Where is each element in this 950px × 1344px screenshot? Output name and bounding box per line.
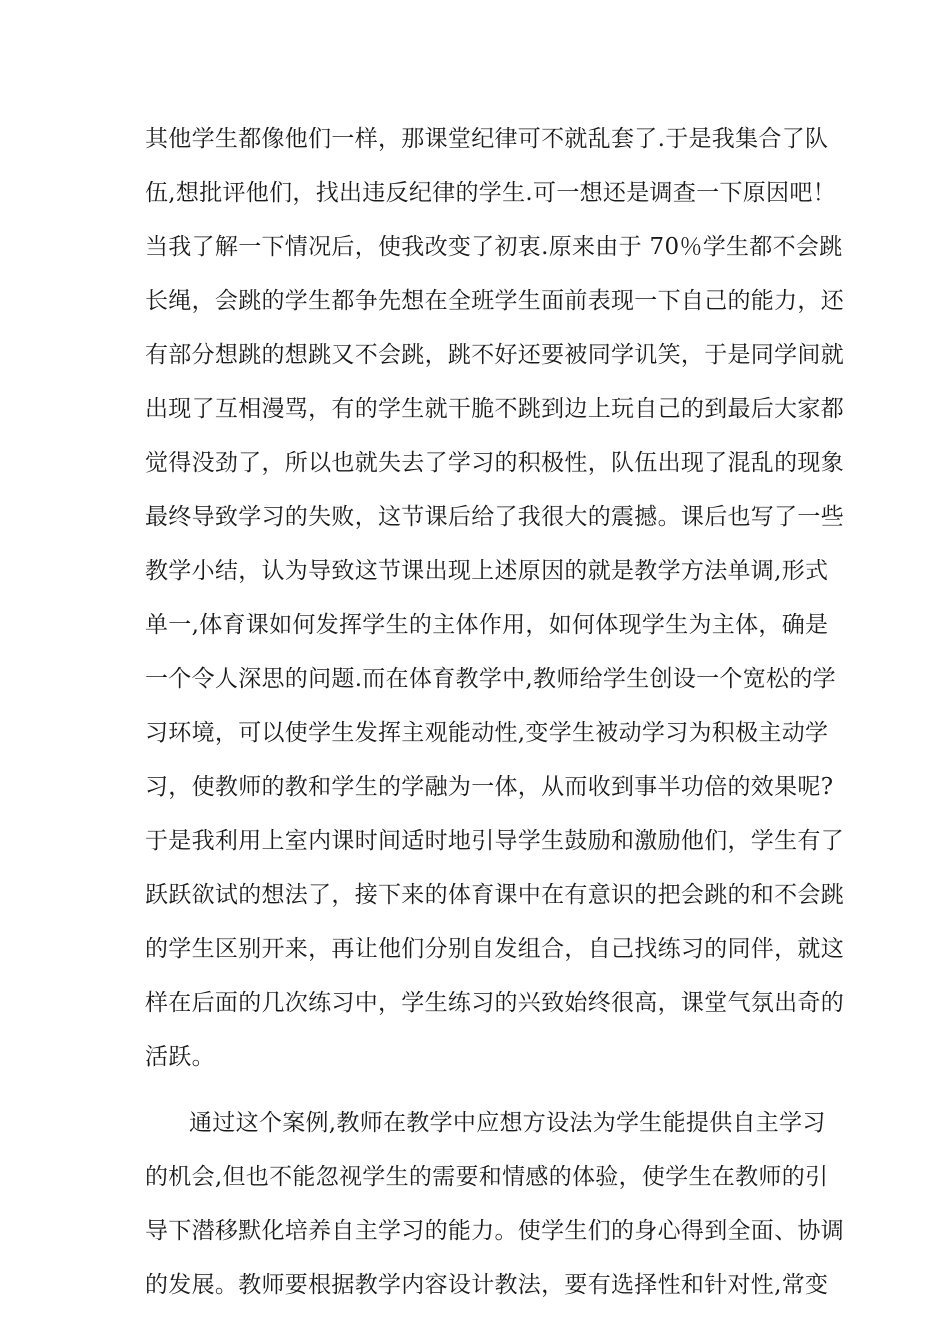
text-line: 的学生区别开来，再让他们分别自发组合，自己找练习的同伴，就这	[145, 936, 844, 962]
text-line: 最终导致学习的失败，这节课后给了我很大的震撼。课后也写了一些	[145, 504, 844, 530]
text-line: 出现了互相漫骂，有的学生就干脆不跳到边上玩自己的到最后大家都	[145, 396, 844, 422]
text-line: 长绳，会跳的学生都争先想在全班学生面前表现一下自己的能力，还	[145, 288, 844, 314]
text-line: 当我了解一下情况后，使我改变了初衷.原来由于 70％学生都不会跳	[145, 234, 843, 260]
text-line: 教学小结，认为导致这节课出现上述原因的就是教学方法单调,形式	[145, 558, 829, 584]
paragraph-gap	[145, 1084, 810, 1096]
text-line: 觉得没劲了，所以也就失去了学习的积极性，队伍出现了混乱的现象	[145, 450, 844, 476]
text-line: 一个令人深思的问题.而在体育教学中,教师给学生创设一个宽松的学	[145, 666, 836, 692]
text-line: 伍,想批评他们，找出违反纪律的学生.可一想还是调查一下原因吧！	[145, 180, 836, 206]
body-text	[145, 112, 844, 1312]
text-line: 活跃。	[145, 1044, 215, 1070]
text-line: 的发展。教师要根据教学内容设计教法，要有选择性和针对性,常变	[145, 1272, 829, 1298]
text-line: 样在后面的几次练习中，学生练习的兴致始终很高，课堂气氛出奇的	[145, 990, 844, 1016]
text-line: 跃跃欲试的想法了，接下来的体育课中在有意识的把会跳的和不会跳	[145, 882, 844, 908]
text-line: 于是我利用上室内课时间适时地引导学生鼓励和激励他们，学生有了	[145, 828, 844, 854]
text-line: 的机会,但也不能忽视学生的需要和情感的体验，使学生在教师的引	[145, 1164, 829, 1190]
text-line: 习，使教师的教和学生的学融为一体，从而收到事半功倍的效果呢?	[145, 774, 834, 800]
text-line: 有部分想跳的想跳又不会跳，跳不好还要被同学讥笑，于是同学间就	[145, 342, 844, 368]
text-line: 其他学生都像他们一样，那课堂纪律可不就乱套了.于是我集合了队	[145, 126, 829, 152]
text-line-indented: 通过这个案例,教师在教学中应想方设法为学生能提供自主学习	[189, 1110, 826, 1136]
text-line: 单一,体育课如何发挥学生的主体作用，如何体现学生为主体，确是	[145, 612, 829, 638]
text-line: 习环境，可以使学生发挥主观能动性,变学生被动学习为积极主动学	[145, 720, 829, 746]
text-line: 导下潜移默化培养自主学习的能力。使学生们的身心得到全面、协调	[145, 1218, 844, 1244]
